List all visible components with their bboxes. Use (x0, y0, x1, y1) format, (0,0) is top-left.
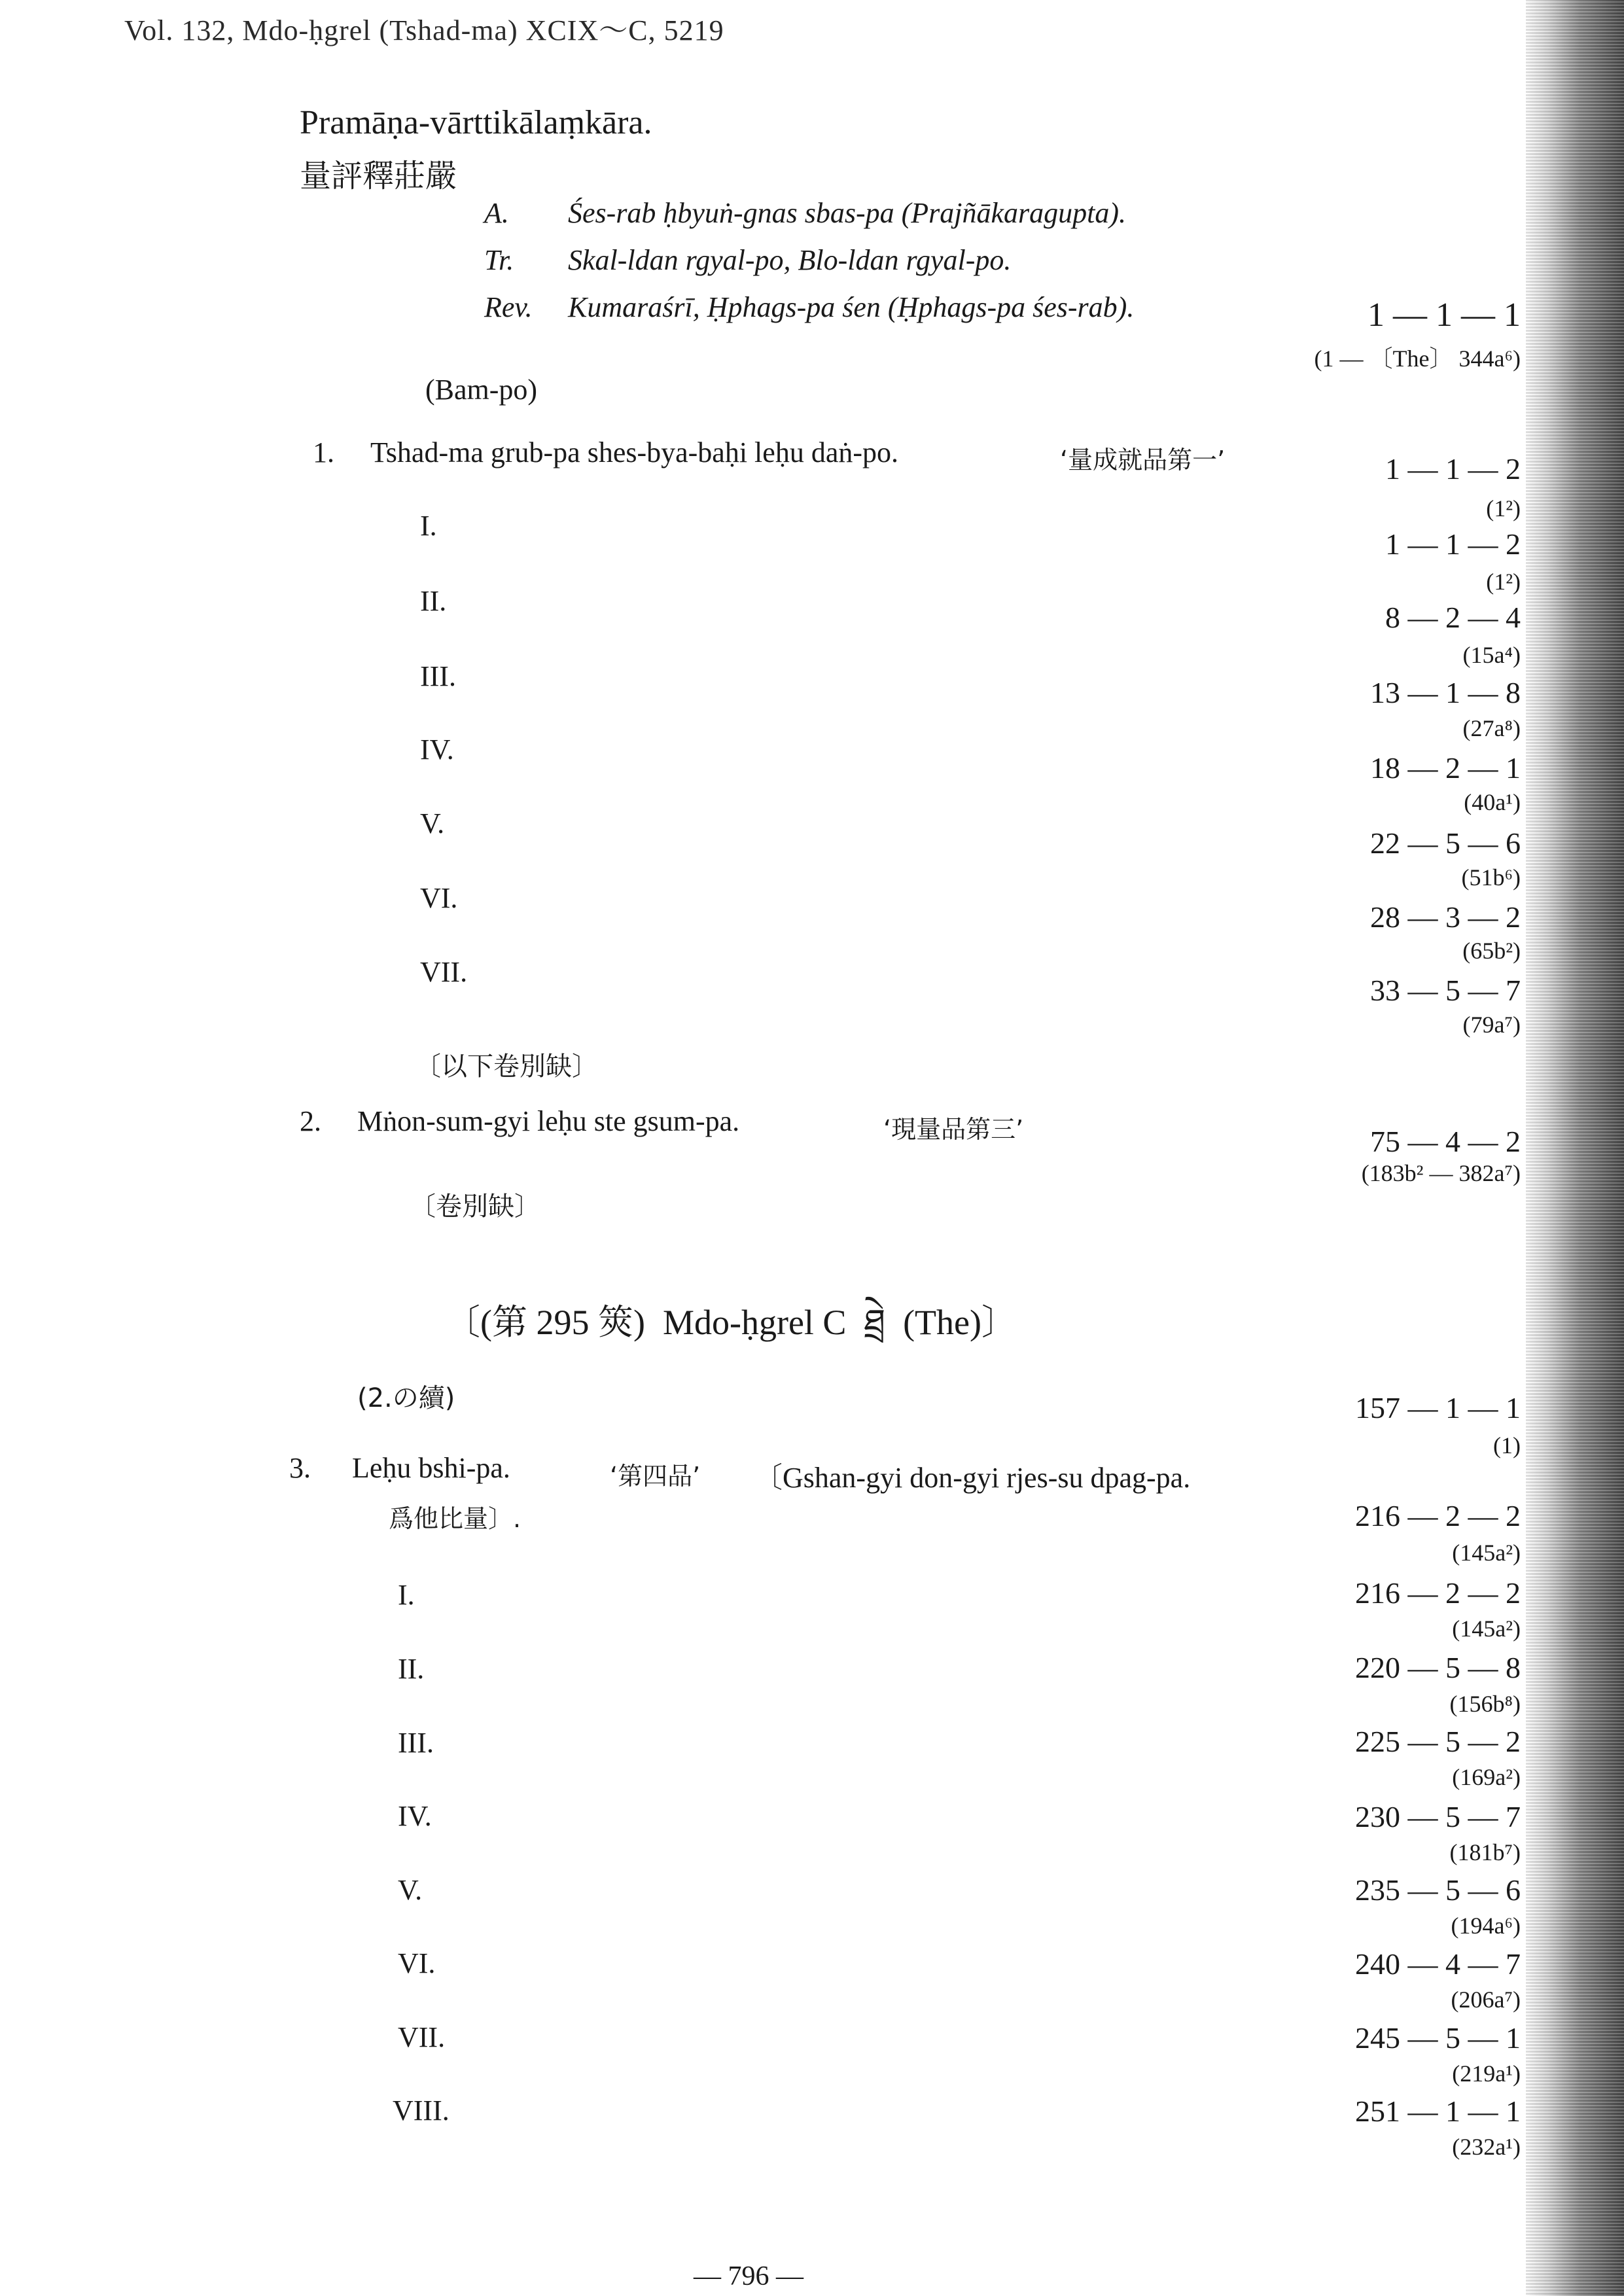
division-reference-sub: (156b⁸) (1449, 1691, 1521, 1717)
chapter-title: Mṅon-sum-gyi leḥu ste gsum-pa. (357, 1105, 740, 1137)
division-reference: 230 — 5 — 7 (1355, 1800, 1521, 1833)
chapter-reference: 1 — 1 — 2 (1385, 452, 1521, 486)
division-label: VIII. (393, 2094, 450, 2127)
division-reference-sub: (1²) (1486, 569, 1521, 595)
division-reference-sub: (219a¹) (1452, 2060, 1521, 2087)
work-title-cjk: 量評釋莊嚴 (300, 158, 457, 194)
division-reference: 220 — 5 — 8 (1355, 1651, 1521, 1684)
division-reference: 33 — 5 — 7 (1370, 974, 1521, 1007)
division-label: IV. (420, 733, 454, 766)
page-number: — 796 — (694, 2261, 803, 2291)
section-text: Mdo-ḥgrel C (662, 1303, 847, 1342)
division-reference: 225 — 5 — 2 (1355, 1725, 1521, 1758)
division-reference: 251 — 1 — 1 (1355, 2094, 1521, 2128)
division-reference-sub: (194a⁶) (1451, 1913, 1521, 1939)
chapter-reference-sub: (1²) (1486, 495, 1521, 521)
division-reference: 13 — 1 — 8 (1370, 676, 1521, 709)
division-label: VI. (398, 1947, 436, 1979)
division-reference: 216 — 2 — 2 (1355, 1576, 1521, 1610)
credit-reviser: Kumaraśrī, Ḥphags-pa śen (Ḥphags-pa śes-rab). (568, 291, 1135, 323)
chapter-reference-sub: (145a²) (1452, 1540, 1521, 1566)
division-label: VII. (420, 956, 468, 988)
division-label: V. (420, 807, 445, 839)
continued-label: (2.の續) (357, 1383, 455, 1413)
volume-note: 〔卷別缺〕 (410, 1192, 540, 1222)
division-reference: 22 — 5 — 6 (1370, 826, 1521, 860)
chapter-title: Tshad-ma grub-pa shes-bya-baḥi leḥu daṅ-po. (370, 436, 898, 468)
division-reference-sub: (65b²) (1462, 938, 1521, 964)
division-reference: 18 — 2 — 1 (1370, 751, 1521, 785)
division-reference-sub: (15a⁴) (1462, 642, 1521, 668)
division-label: II. (398, 1653, 425, 1685)
division-label: III. (398, 1727, 434, 1759)
division-reference-sub: (206a⁷) (1451, 1987, 1521, 2013)
division-reference-sub: (181b⁷) (1449, 1839, 1521, 1865)
chapter-reference: 75 — 4 — 2 (1370, 1125, 1521, 1158)
division-reference: 245 — 5 — 1 (1355, 2021, 1521, 2055)
scan-noise (1526, 0, 1624, 2296)
division-label: III. (420, 660, 456, 692)
division-reference-sub: (79a⁷) (1462, 1012, 1521, 1038)
credit-author: Śes-rab ḥbyuṅ-gnas sbas-pa (Prajñākaragupta). (568, 197, 1127, 229)
credit-author-label: A. (484, 197, 509, 229)
credit-reviser-label: Rev. (484, 291, 533, 323)
division-reference-sub: (51b⁶) (1461, 864, 1521, 891)
work-title: Pramāṇa-vārttikālaṃkāra. (300, 104, 652, 141)
work-reference-sub: (1 — 〔The〕 344a⁶) (1314, 345, 1521, 372)
division-reference-sub: (169a²) (1452, 1764, 1521, 1790)
division-reference: 1 — 1 — 2 (1385, 527, 1521, 561)
credit-translator-label: Tr. (484, 244, 514, 276)
division-reference-sub: (40a¹) (1464, 789, 1521, 815)
continued-reference-sub: (1) (1493, 1432, 1521, 1458)
chapter-title-cjk: ‘現量品第三’ (883, 1115, 1024, 1144)
chapter-title-cjk: ‘第四品’ (610, 1462, 701, 1491)
chapter-title: Leḥu bshi-pa. (352, 1452, 510, 1484)
volume-note: 〔以下卷別缺〕 (415, 1051, 598, 1082)
chapter-reference-sub: (183b² — 382a⁷) (1361, 1160, 1521, 1186)
division-label: VI. (420, 882, 458, 914)
section-close: (The)〕 (903, 1303, 1017, 1342)
division-reference-sub: (145a²) (1452, 1616, 1521, 1642)
division-reference-sub: (232a¹) (1452, 2134, 1521, 2160)
chapter-number: 3. (289, 1452, 311, 1484)
work-reference: 1 — 1 — 1 (1368, 296, 1521, 334)
credit-translator: Skal-ldan rgyal-po, Blo-ldan rgyal-po. (568, 244, 1012, 276)
chapter-reference: 216 — 2 — 2 (1355, 1499, 1521, 1532)
chapter-number: 2. (300, 1105, 321, 1137)
chapter-alt-title-cjk: 爲他比量〕. (389, 1504, 521, 1533)
chapter-title-cjk: ‘量成就品第一’ (1060, 446, 1226, 474)
chapter-alt-title: 〔Gshan-gyi don-gyi rjes-su dpag-pa. (754, 1462, 1191, 1494)
chapter-number: 1. (313, 436, 334, 468)
section-open: 〔(第 295 筴) (445, 1303, 645, 1342)
bampo-label: (Bam-po) (425, 374, 538, 406)
division-reference-sub: (27a⁸) (1462, 715, 1521, 741)
division-label: V. (398, 1874, 423, 1906)
division-label: II. (420, 585, 447, 617)
division-label: IV. (398, 1800, 432, 1832)
continued-reference: 157 — 1 — 1 (1355, 1391, 1521, 1424)
division-label: I. (398, 1579, 415, 1611)
tibetan-letter: ཐྲེ (864, 1301, 886, 1343)
division-label: VII. (398, 2021, 446, 2053)
section-heading (445, 1282, 1017, 1382)
running-header: Vol. 132, Mdo-ḥgrel (Tshad-ma) XCIX〜C, 5219 (124, 14, 724, 46)
division-reference: 235 — 5 — 6 (1355, 1873, 1521, 1907)
division-reference: 28 — 3 — 2 (1370, 900, 1521, 934)
division-label: I. (420, 510, 437, 542)
division-reference: 240 — 4 — 7 (1355, 1947, 1521, 1981)
division-reference: 8 — 2 — 4 (1385, 601, 1521, 634)
